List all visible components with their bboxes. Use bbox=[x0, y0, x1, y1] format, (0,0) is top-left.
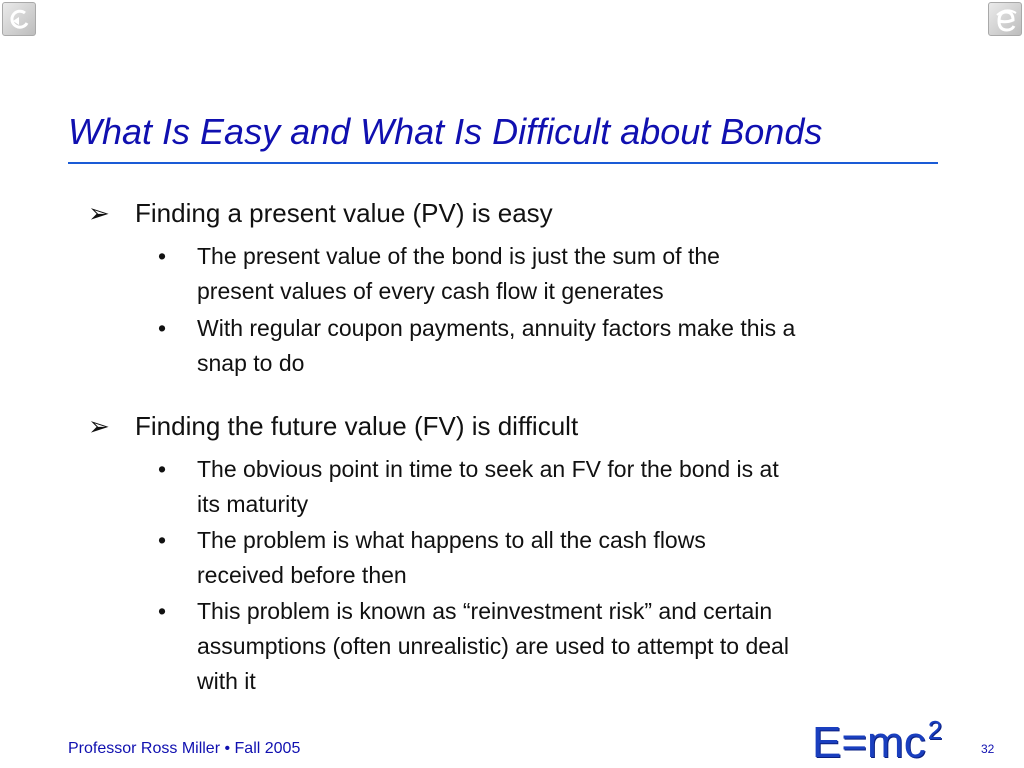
next-slide-button[interactable] bbox=[988, 2, 1022, 36]
arrow-bullet-icon: ➢ bbox=[88, 198, 110, 228]
dot-bullet-icon: • bbox=[158, 243, 167, 269]
sub-bullet-text: The problem is what happens to all the cash flows received before then bbox=[197, 527, 706, 588]
dot-bullet-icon: • bbox=[158, 456, 167, 482]
sub-bullet bbox=[158, 239, 948, 309]
dot-bullet-icon: • bbox=[158, 598, 167, 624]
bullet-text: Finding a present value (PV) is easy bbox=[135, 198, 553, 228]
sub-bullet-text: The present value of the bond is just the sum of the present values of every cash flow it generates bbox=[197, 243, 720, 304]
previous-slide-icon bbox=[3, 3, 37, 37]
sub-bullet-text: With regular coupon payments, annuity factors make this a snap to do bbox=[197, 315, 796, 376]
dot-bullet-icon: • bbox=[158, 315, 167, 341]
sub-bullet-text: This problem is known as “reinvestment risk” and certain assumptions (often unrealistic) are used to attempt to deal with it bbox=[197, 598, 789, 694]
logo-exponent: 2 bbox=[927, 715, 943, 745]
footer-author: Professor Ross Miller • Fall 2005 bbox=[68, 740, 301, 757]
sub-bullet bbox=[158, 523, 948, 593]
previous-slide-button[interactable] bbox=[2, 2, 36, 36]
sub-bullet bbox=[158, 452, 948, 522]
sub-bullet bbox=[158, 594, 948, 699]
logo-base: E=mc bbox=[812, 718, 926, 767]
page-number: 32 bbox=[981, 742, 995, 756]
bullet-text: Finding the future value (FV) is difficult bbox=[135, 411, 579, 441]
emc2-logo bbox=[812, 706, 942, 767]
sub-bullet-text: The obvious point in time to seek an FV for the bond is at its maturity bbox=[197, 456, 779, 517]
arrow-bullet-icon: ➢ bbox=[88, 411, 110, 441]
dot-bullet-icon: • bbox=[158, 527, 167, 553]
next-slide-icon bbox=[989, 3, 1023, 37]
sub-bullet bbox=[158, 311, 948, 381]
slide-title: What Is Easy and What Is Difficult about Bonds bbox=[68, 111, 823, 152]
title-underline bbox=[68, 162, 938, 164]
